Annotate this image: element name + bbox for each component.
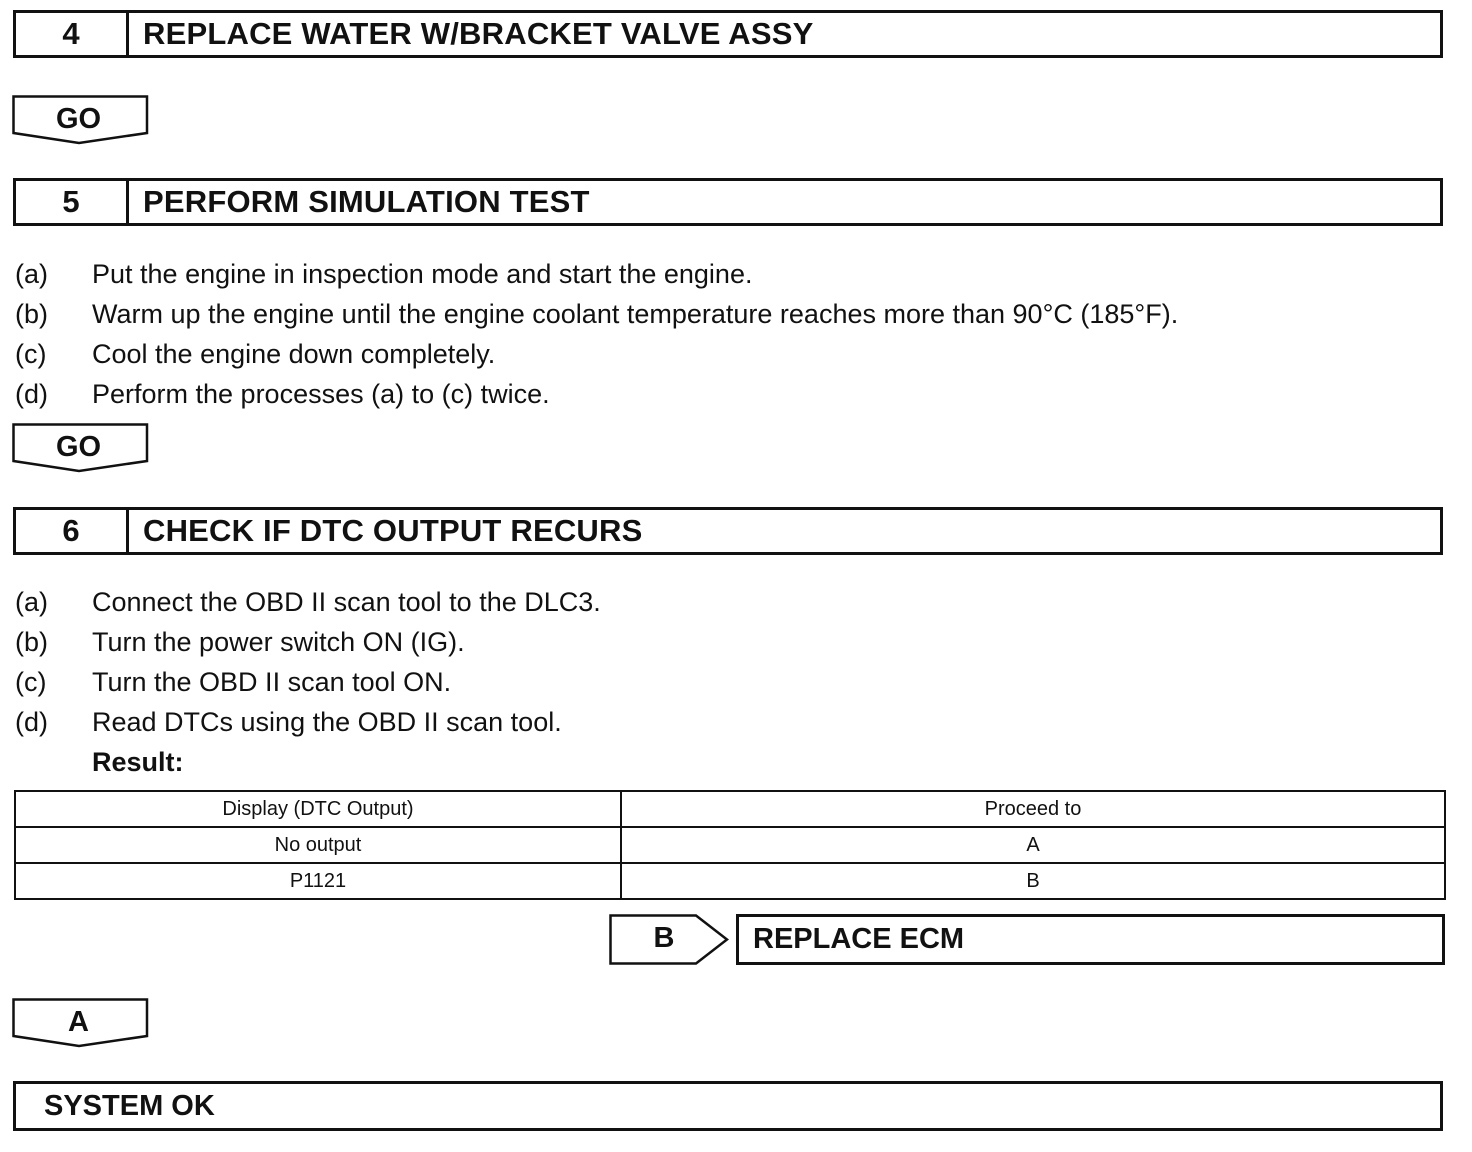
go-label: GO <box>55 103 102 135</box>
column-header: Proceed to <box>621 791 1445 827</box>
list-item: (c) Cool the engine down completely. <box>15 339 496 369</box>
list-item: (b) Warm up the engine until the engine coolant temperature reaches more than 90°C (185°F). <box>15 299 1179 329</box>
go-arrow-1 <box>12 95 149 145</box>
list-item: (a) Put the engine in inspection mode and start the engine. <box>15 259 753 289</box>
step-6-instructions <box>15 582 601 782</box>
table-row <box>15 863 1445 899</box>
list-item: (b) Turn the power switch ON (IG). <box>15 627 465 657</box>
result-label: Result: <box>92 747 184 777</box>
list-item: (c) Turn the OBD II scan tool ON. <box>15 667 452 697</box>
list-item: (a) Connect the OBD II scan tool to the DLC3. <box>15 587 601 617</box>
go-arrow-2 <box>12 423 149 473</box>
step-title: PERFORM SIMULATION TEST <box>143 184 590 219</box>
step-number: 5 <box>16 181 129 223</box>
table-cell: No output <box>15 827 621 863</box>
step-number: 4 <box>16 13 129 55</box>
system-ok-box: SYSTEM OK <box>13 1081 1443 1131</box>
table-header-row <box>15 791 1445 827</box>
list-item: (d) Perform the processes (a) to (c) twice. <box>15 379 550 409</box>
result-table <box>14 790 1446 900</box>
step-title: REPLACE WATER W/BRACKET VALVE ASSY <box>143 16 814 51</box>
column-header: Display (DTC Output) <box>15 791 621 827</box>
branch-label: B <box>653 922 675 954</box>
step-5-header <box>13 178 1443 226</box>
branch-b-arrow <box>609 914 729 965</box>
replace-ecm-box: REPLACE ECM <box>736 914 1445 965</box>
table-cell: A <box>621 827 1445 863</box>
table-row <box>15 827 1445 863</box>
step-4-header <box>13 10 1443 58</box>
table-cell: B <box>621 863 1445 899</box>
list-item: (d) Read DTCs using the OBD II scan tool. <box>15 707 562 737</box>
step-number: 6 <box>16 510 129 552</box>
branch-a-arrow <box>12 998 149 1048</box>
go-label: GO <box>55 431 102 463</box>
branch-label: A <box>68 1006 89 1038</box>
step-6-header <box>13 507 1443 555</box>
step-5-instructions <box>15 254 1178 414</box>
table-cell: P1121 <box>15 863 621 899</box>
step-title: CHECK IF DTC OUTPUT RECURS <box>143 513 643 548</box>
